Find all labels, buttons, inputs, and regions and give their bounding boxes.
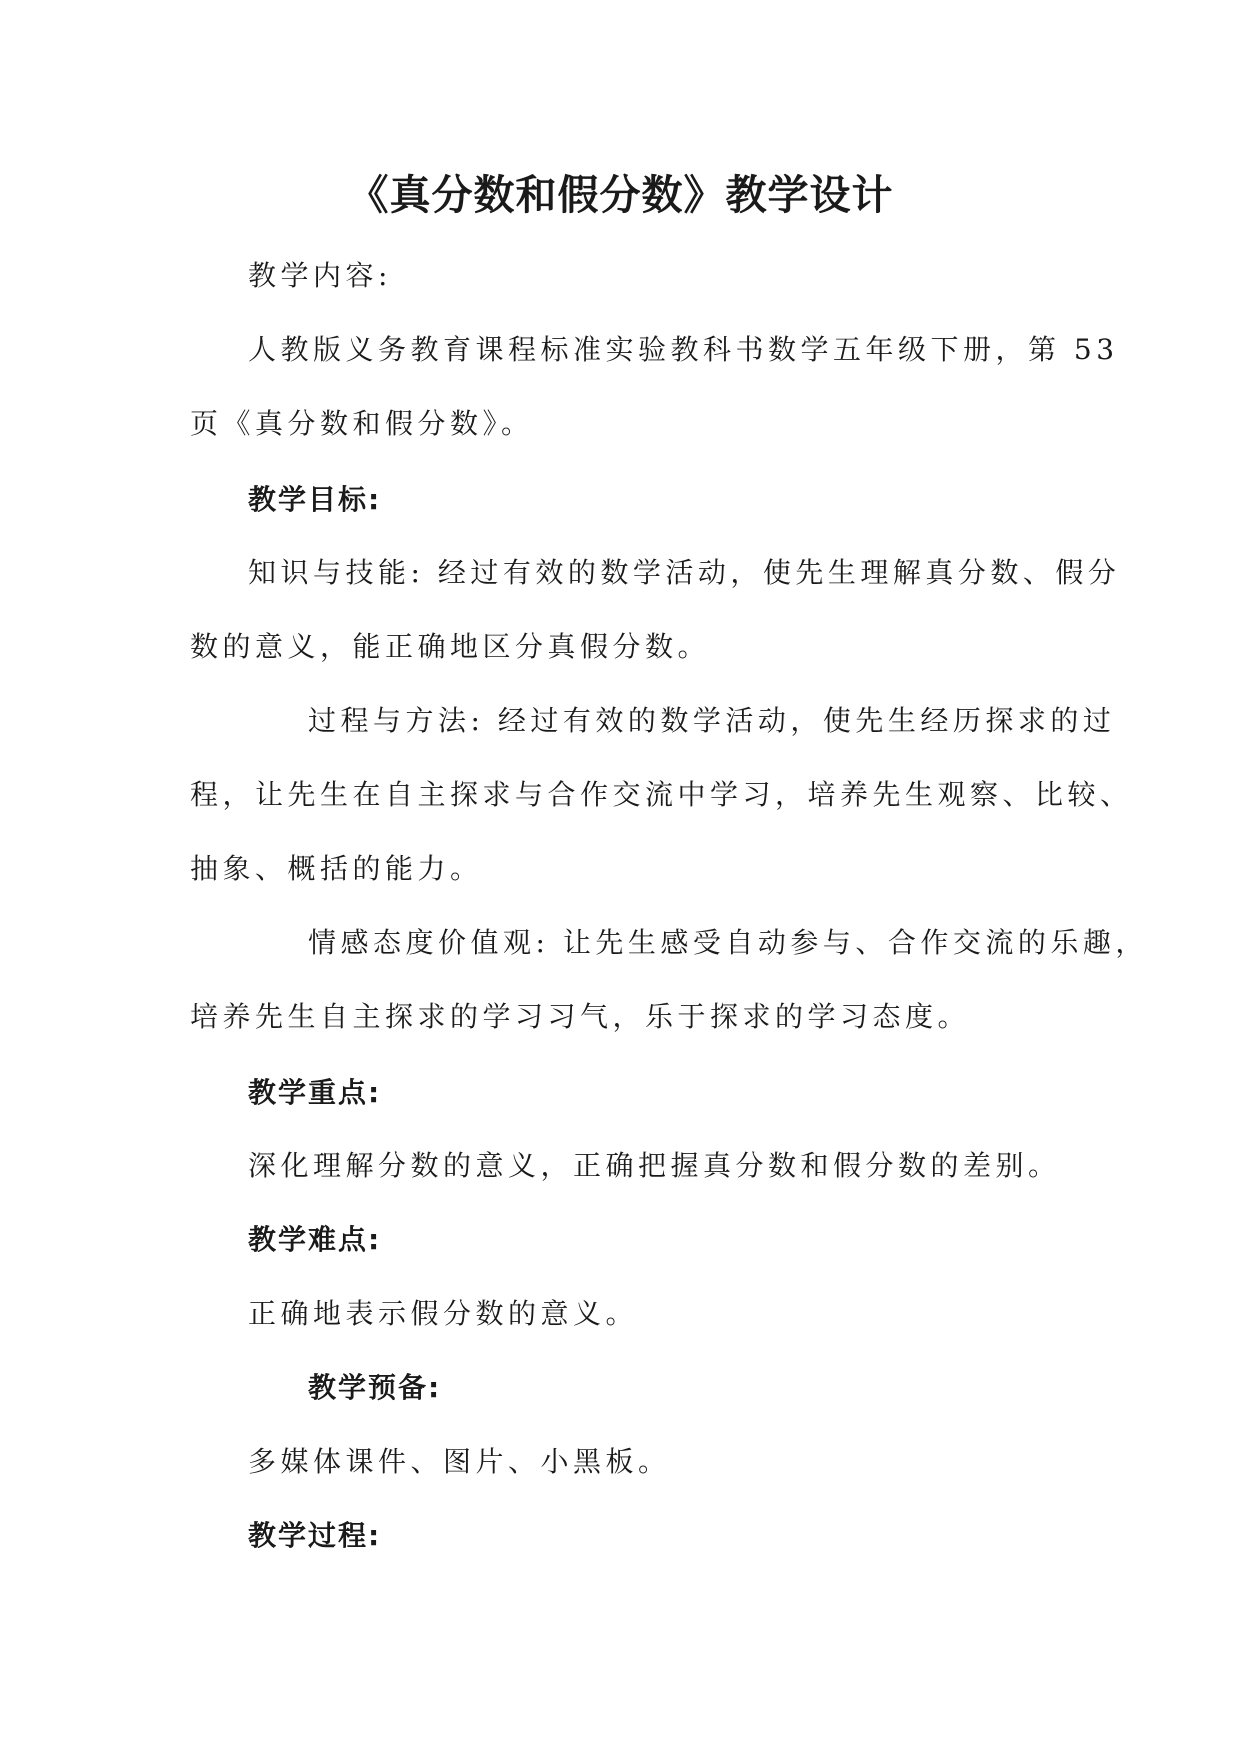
section-heading-preparation: 教学预备: [308, 1371, 442, 1404]
paragraph-line: 数的意义，能正确地区分真假分数。 [190, 630, 711, 663]
paragraph-line: 程，让先生在自主探求与合作交流中学习，培养先生观察、比较、 [190, 778, 1133, 811]
section-heading-process: 教学过程: [248, 1519, 382, 1552]
paragraph-line: 深化理解分数的意义，正确把握真分数和假分数的差别。 [248, 1149, 1061, 1182]
paragraph-line: 知识与技能: 经过有效的数学活动，使先生理解真分数、假分 [248, 556, 1121, 589]
paragraph-line: 抽象、概括的能力。 [190, 852, 483, 885]
paragraph-line: 培养先生自主探求的学习习气，乐于探求的学习态度。 [190, 1000, 971, 1033]
paragraph-line: 正确地表示假分数的意义。 [248, 1297, 639, 1330]
document-title: 《真分数和假分数》教学设计 [347, 171, 894, 219]
paragraph-line: 过程与方法: 经过有效的数学活动，使先生经历探求的过 [308, 704, 1116, 737]
paragraph-line: 多媒体课件、图片、小黑板。 [248, 1445, 671, 1478]
paragraph-line: 人教版义务教育课程标准实验教科书数学五年级下册，第 53 [248, 333, 1119, 366]
section-heading-difficulties: 教学难点: [248, 1223, 382, 1256]
paragraph-line: 情感态度价值观: 让先生感受自动参与、合作交流的乐趣， [308, 926, 1148, 959]
section-heading-objectives: 教学目标: [248, 483, 382, 516]
section-label-content: 教学内容: [248, 259, 392, 292]
paragraph-line: 页《真分数和假分数》。 [190, 407, 534, 440]
section-heading-key-points: 教学重点: [248, 1076, 382, 1109]
